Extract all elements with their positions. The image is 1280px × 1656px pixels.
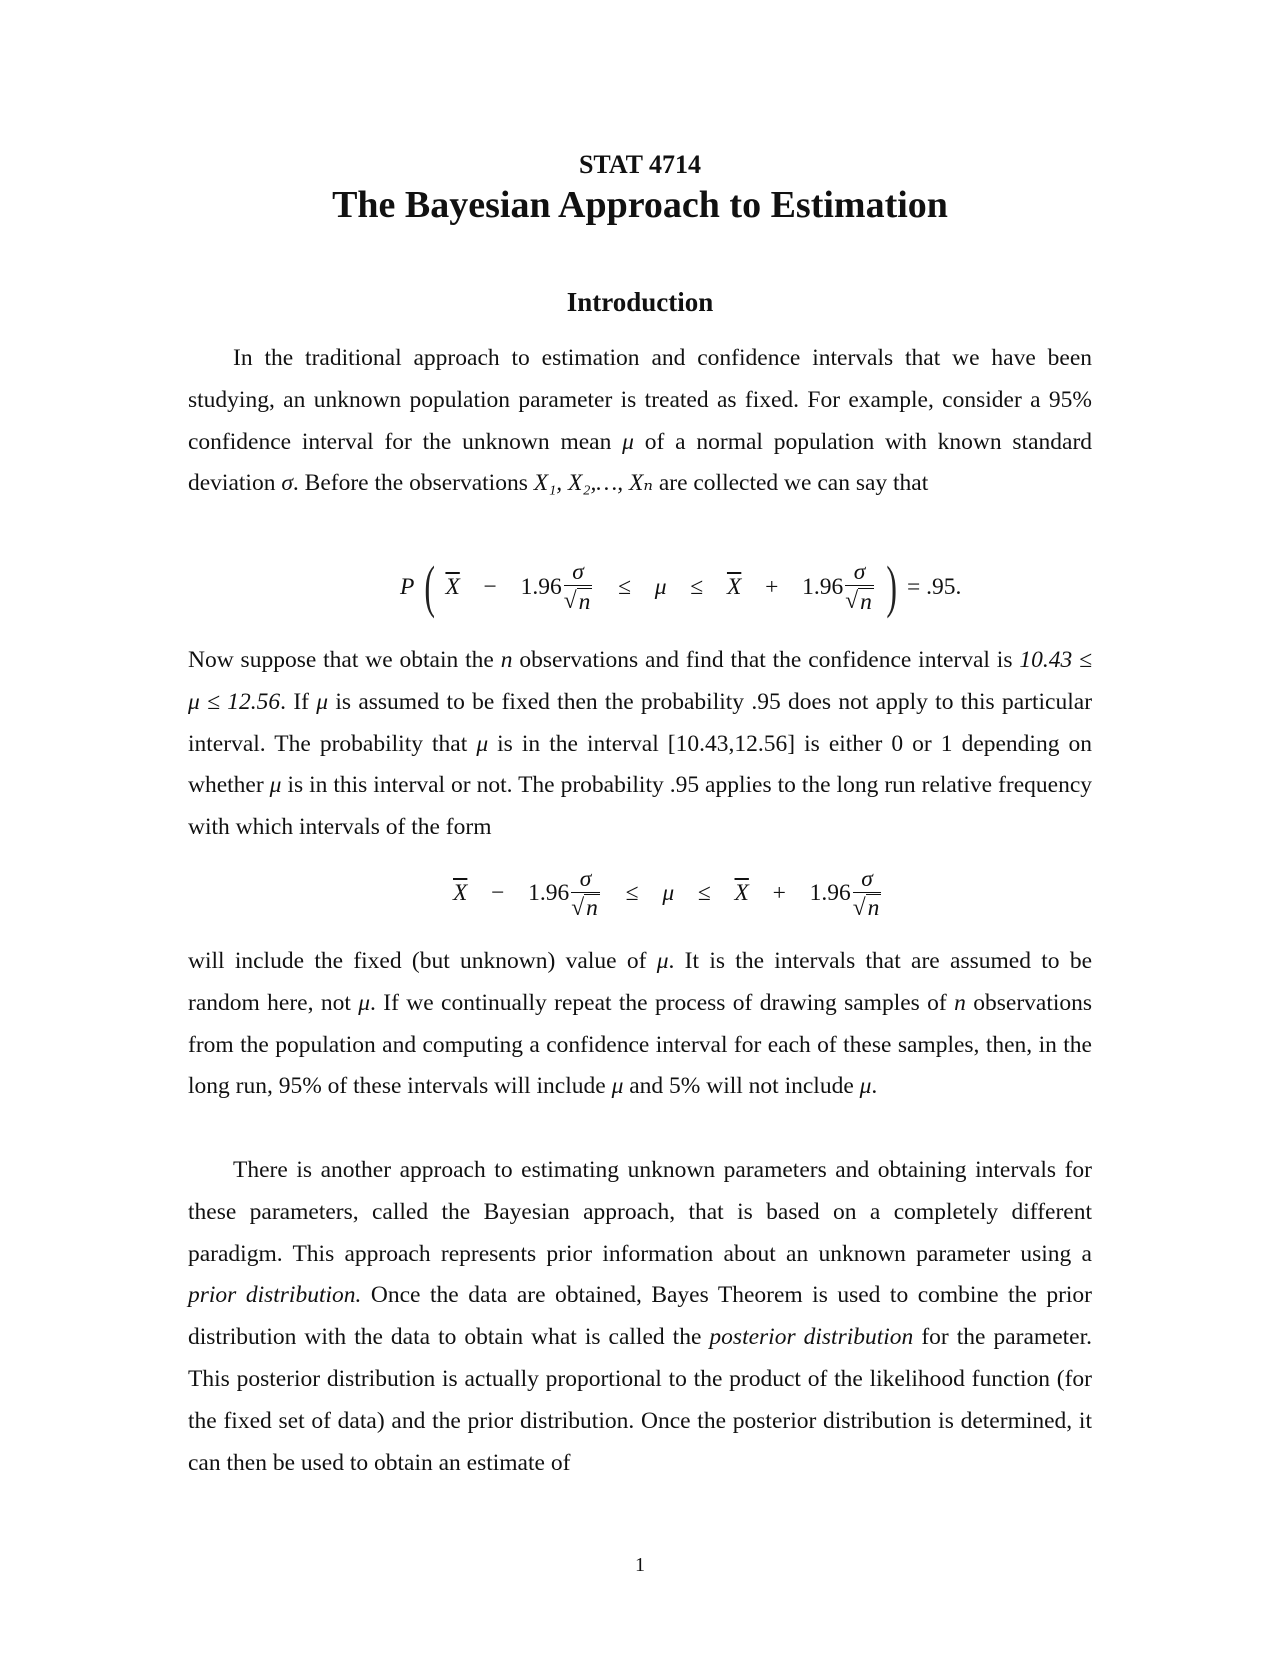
eq-leq: ≤ [697, 880, 711, 907]
paragraph-text: is assumed to be fixed then the probability .95 does not apply to this particular interval. The probability that [188, 688, 1093, 757]
document-title: The Bayesian Approach to Estimation [332, 184, 948, 226]
term-posterior-distribution: posterior distribution [709, 1324, 914, 1351]
course-code: STAT 4714 [578, 150, 702, 179]
paragraph-text: . If [280, 688, 309, 715]
paragraph-text: and 5% will not include [629, 1073, 854, 1100]
paragraph-text: observations from the population and computing a confidence interval for each of these samples, then, in the long run, 95% of these intervals will include [188, 989, 1093, 1100]
mu-symbol: μ [611, 1073, 624, 1100]
paragraph-text: In the traditional approach to estimation and confidence intervals that we have been studying, an unknown population parameter is treated as fixed. For example, consider a 95% confidence interval for the unknown mean [188, 345, 1092, 455]
eq-xbar: $\overline{X}$ [445, 573, 460, 600]
eq-coef: 1.96 [809, 880, 851, 907]
fraction [845, 559, 874, 614]
paragraph-text: are collected we can say that [658, 470, 929, 497]
section-heading: Introduction [566, 287, 714, 317]
mu-symbol: μ [358, 989, 371, 1016]
page-number: 1 [635, 1554, 645, 1576]
fraction-denominator [564, 586, 593, 614]
equation-interval-form [453, 866, 883, 921]
paragraph-text: is in the interval [10.43,12.56] is either 0 or 1 depending on whether [188, 730, 1092, 799]
sqrt-sign: √ [563, 588, 577, 615]
mu-symbol: μ [269, 772, 282, 799]
sigma-symbol: σ [281, 470, 293, 497]
eq-plus: + [772, 880, 786, 907]
fraction-numerator: σ [571, 866, 600, 893]
paragraph-text: is in this interval or not. The probability .95 applies to the long run relative frequency with which intervals of the form [188, 772, 1092, 841]
mu-symbol: μ [316, 688, 329, 715]
fraction-numerator: σ [853, 866, 882, 893]
mu-symbol: μ [476, 730, 489, 757]
paragraph-bayesian [188, 1150, 1092, 1484]
fraction-numerator: σ [564, 559, 593, 586]
equation-probability [400, 554, 962, 619]
interval-expression: 10.43 ≤ μ ≤ 12.56 [188, 647, 1093, 715]
paragraph-text: . It is the intervals that are assumed to be random here, not [188, 948, 1092, 1016]
left-paren: ( [424, 554, 436, 619]
mu-symbol: μ [859, 1073, 872, 1100]
fraction-numerator: σ [845, 559, 874, 586]
paragraph-random-intervals [188, 941, 1092, 1108]
eq-minus: − [491, 880, 505, 907]
fraction [564, 559, 593, 614]
right-paren: ) [886, 554, 897, 619]
paragraph-text: There is another approach to estimating unknown parameters and obtaining intervals for these parameters, called the Bayesian approach, that is based on a completely different paradigm. This approach represents prior information about an unknown parameter using a [188, 1157, 1092, 1267]
eq-minus: − [483, 573, 497, 600]
paragraph-text: Now suppose that we obtain the [188, 647, 494, 673]
eq-xbar: $\overline{X}$ [726, 573, 742, 600]
paragraph-text: will include the fixed (but unknown) value of [188, 948, 647, 974]
paragraph-text: . Before the observations [292, 470, 528, 497]
paragraph-text: observations and find that the confidence interval is [519, 647, 1013, 673]
sqrt-radicand: n [586, 895, 598, 922]
eq-mu: μ [662, 880, 675, 907]
eq-xbar: $\overline{X}$ [453, 880, 468, 907]
eq-xbar: $\overline{X}$ [734, 880, 749, 907]
paragraph-text: Once the data are obtained, Bayes Theorem is used to combine the prior distribution with the data to obtain what is called the [188, 1282, 1093, 1351]
paragraph-text: . If we continually repeat the process of drawing samples of [370, 989, 947, 1016]
mu-symbol: μ [622, 428, 634, 455]
fraction [571, 866, 600, 921]
eq-coef: 1.96 [528, 880, 570, 907]
paragraph-intro [188, 338, 1092, 505]
eq-leq: ≤ [618, 573, 631, 600]
paragraph-interval [188, 640, 1092, 849]
eq-leq: ≤ [625, 880, 639, 907]
eq-result: = .95. [906, 573, 962, 600]
sample-list: X₁, X₂,…, Xₙ [533, 470, 653, 497]
eq-plus: + [765, 573, 779, 600]
eq-leq: ≤ [690, 573, 704, 600]
eq-p: P [400, 573, 415, 600]
sqrt-radicand: n [860, 588, 872, 615]
eq-coef: 1.96 [802, 573, 844, 600]
fraction-denominator [845, 586, 874, 614]
mu-symbol: μ [656, 948, 669, 974]
eq-mu: μ [654, 573, 667, 600]
paragraph-text: for the parameter. This posterior distribution is actually proportional to the product of the likelihood function (for the fixed set of data) and the prior distribution. Once the posterior distribution is determined, it can then be used to obtain an estimate of [188, 1324, 1093, 1476]
sqrt-sign: √ [571, 894, 585, 921]
sqrt-radicand: n [867, 895, 880, 922]
paragraph-text: of a normal population with known standard deviation [188, 428, 1093, 497]
sqrt-sign: √ [845, 588, 859, 615]
sqrt-sign: √ [852, 894, 866, 921]
sqrt-radicand: n [578, 588, 591, 615]
eq-coef: 1.96 [520, 573, 562, 600]
paragraph-text: . [871, 1073, 878, 1100]
fraction-denominator [571, 893, 600, 921]
fraction-denominator [853, 893, 882, 921]
n-symbol: n [500, 647, 513, 673]
term-prior-distribution: prior distribution. [188, 1282, 362, 1309]
fraction [853, 866, 882, 921]
n-symbol: n [954, 989, 966, 1016]
